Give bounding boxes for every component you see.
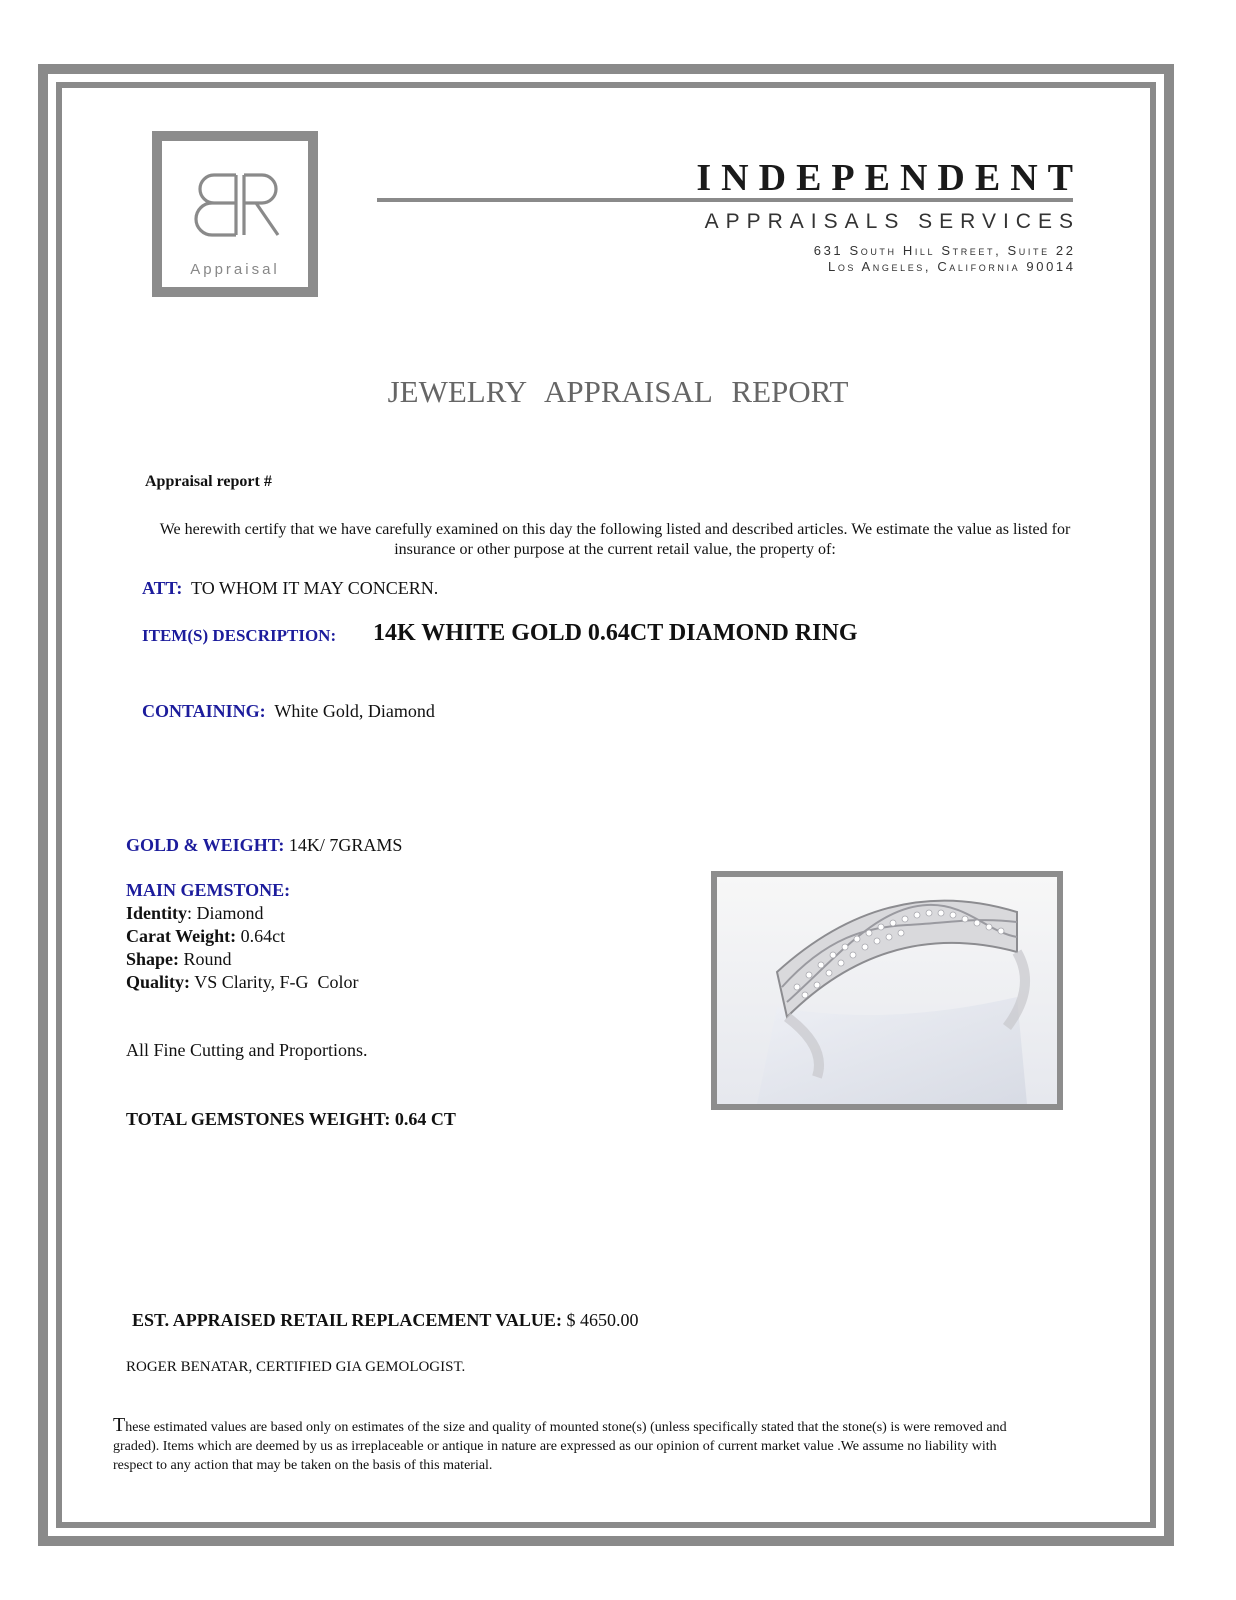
certification-text: We herewith certify that we have carefully examined on this day the following listed and described articles. We estimate the value as listed for insurance or other purpose at the current retail value, the property of: <box>159 521 1071 558</box>
appraised-value-row <box>132 1310 638 1331</box>
cutting-note: All Fine Cutting and Proportions. <box>126 1040 368 1060</box>
carat-row <box>126 926 285 947</box>
disclaimer-text: hese estimated values are based only on estimates of the size and quality of mounted stone(s) (unless specifically stated that the stone(s) is were removed and graded). Items which are deemed by us as irreplaceable or antique in nature are expressed as our opinion of current market value .We assume no liability with respect to any action that may be taken on the basis of this material. <box>113 1420 1007 1473</box>
address-line-2: Los Angeles, California 90014 <box>827 259 1076 274</box>
report-title: JEWELRY APPRAISAL REPORT <box>387 374 849 409</box>
company-subtitle: APPRAISALS SERVICES <box>704 210 1080 233</box>
shape-label: Shape: <box>126 949 180 969</box>
containing-label: CONTAINING: <box>142 701 266 721</box>
gold-weight-row <box>126 835 402 856</box>
identity-label: Identity <box>126 903 188 923</box>
carat-value: 0.64ct <box>240 926 286 946</box>
company-name: INDEPENDENT <box>696 157 1083 199</box>
company-logo <box>152 131 318 297</box>
quality-value: VS Clarity, F-G Color <box>194 972 359 992</box>
quality-label: Quality: <box>126 972 191 992</box>
shape-row <box>126 949 232 970</box>
logo-label: Appraisal <box>190 261 280 278</box>
main-gemstone-label: MAIN GEMSTONE: <box>126 880 291 900</box>
gold-weight-value: 14K/ 7GRAMS <box>288 835 403 855</box>
ring-image <box>717 877 1057 1104</box>
att-label: ATT: <box>142 578 183 598</box>
shape-value: Round <box>183 949 232 969</box>
disclaimer <box>113 1416 1033 1475</box>
gemologist-signature-line: ROGER BENATAR, CERTIFIED GIA GEMOLOGIST. <box>126 1359 466 1375</box>
att-value: TO WHOM IT MAY CONCERN. <box>191 578 439 598</box>
br-monogram-logo <box>192 169 288 249</box>
containing-row <box>142 701 435 722</box>
containing-value: White Gold, Diamond <box>274 701 435 721</box>
description-label: ITEM(S) DESCRIPTION: <box>142 626 337 645</box>
total-gemstones-weight: TOTAL GEMSTONES WEIGHT: 0.64 CT <box>126 1109 456 1129</box>
ring-photo <box>711 871 1063 1110</box>
att-row <box>142 578 438 599</box>
description-value: 14K WHITE GOLD 0.64CT DIAMOND RING <box>373 620 858 646</box>
address-line-1: 631 South Hill Street, Suite 22 <box>813 243 1076 258</box>
identity-row <box>126 903 264 924</box>
disclaimer-first-letter: T <box>113 1414 126 1436</box>
carat-label: Carat Weight: <box>126 926 237 946</box>
gold-weight-label: GOLD & WEIGHT: <box>126 835 285 855</box>
quality-row <box>126 972 359 993</box>
appraised-value-label: EST. APPRAISED RETAIL REPLACEMENT VALUE: <box>132 1310 562 1330</box>
appraisal-report-number: Appraisal report # <box>145 473 272 490</box>
identity-value: : Diamond <box>187 903 264 923</box>
appraised-value-amount: $ 4650.00 <box>566 1310 639 1330</box>
